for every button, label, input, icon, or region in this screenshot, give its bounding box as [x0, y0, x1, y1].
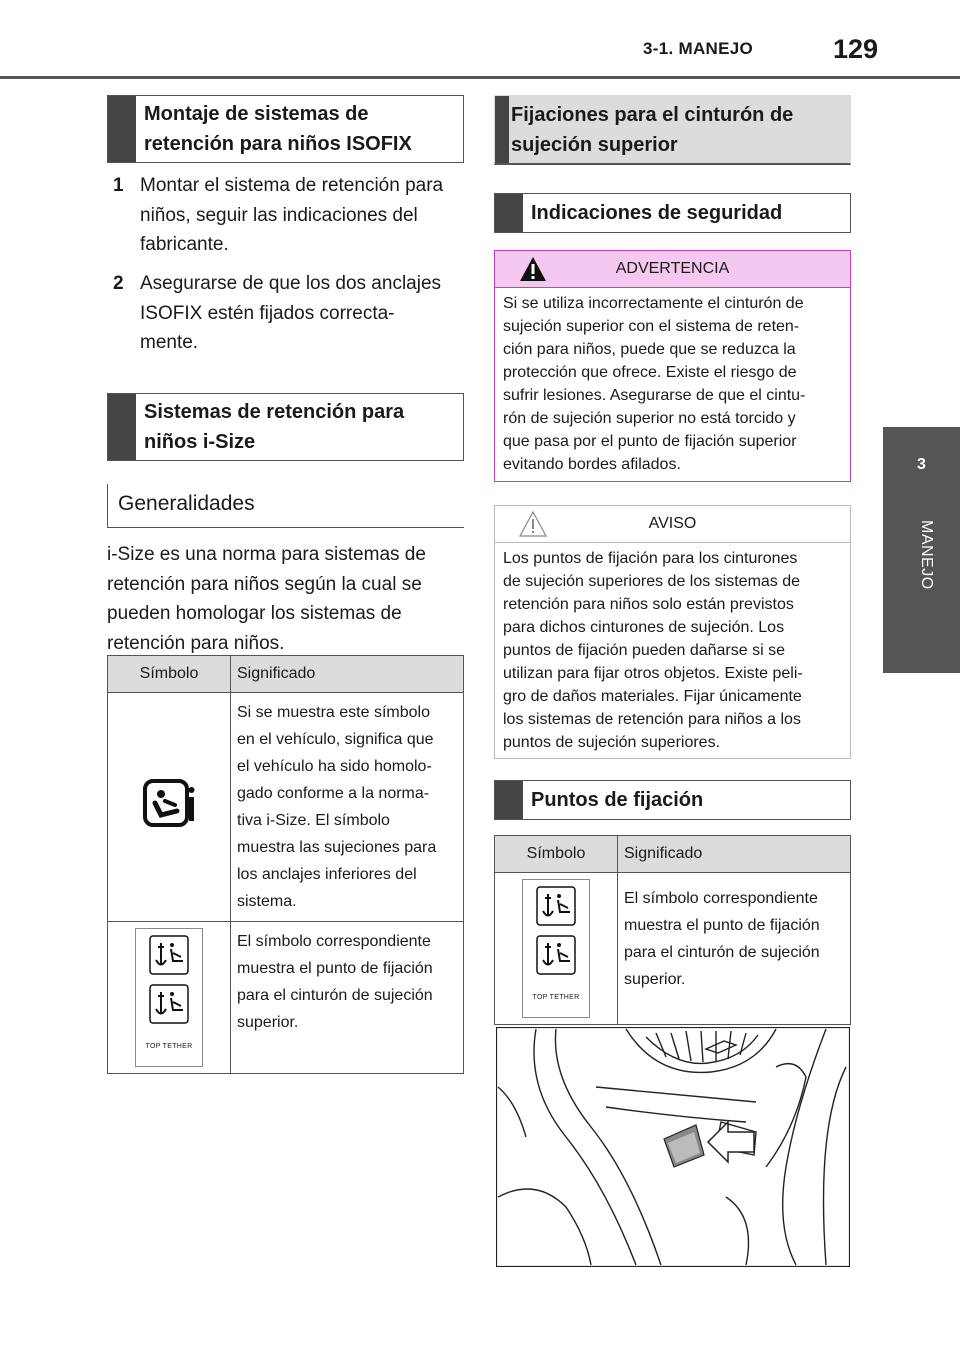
subheading-text: Generalidades	[118, 492, 255, 515]
page-number: 129	[833, 34, 879, 64]
anchor-seat-icon	[536, 935, 576, 975]
table-row	[108, 693, 464, 922]
step-number-2: 2	[113, 273, 124, 294]
caution-triangle-icon	[519, 511, 547, 537]
step-2-line: mente.	[140, 332, 199, 353]
heading-bar	[495, 781, 523, 819]
notice-box	[494, 505, 851, 759]
notice-header	[495, 506, 850, 543]
anchor-symbol-table	[494, 835, 851, 1025]
tether-symbol-cell	[108, 922, 231, 1074]
isofix-heading	[107, 95, 464, 163]
meaning-line: gado conforme a la norma-	[237, 785, 430, 802]
table-header-meaning: Significado	[618, 836, 851, 873]
step-1-line: niños, seguir las indicaciones del	[140, 204, 418, 226]
notice-line: Los puntos de fijación para los cinturones	[503, 550, 798, 567]
intro-line: i-Size es una norma para sistemas de	[107, 544, 426, 565]
warning-box	[494, 250, 851, 482]
warning-title: ADVERTENCIA	[615, 260, 730, 277]
warning-line: sufrir lesiones. Asegurarse de que el cintu-	[503, 387, 806, 404]
tether-meaning-cell	[618, 873, 851, 1025]
notice-line: de sujeción superiores de los sistemas de	[503, 573, 801, 590]
meaning-line: los anclajes inferiores del	[237, 866, 417, 883]
section-title: 3-1. MANEJO	[643, 39, 754, 58]
step-1-line: fabricante.	[140, 234, 229, 255]
safety-heading	[494, 193, 851, 233]
step-2-line: ISOFIX estén fijados correcta-	[140, 302, 395, 324]
step-text-2	[140, 269, 441, 358]
warning-line: Si se utiliza incorrectamente el cinturón de	[503, 295, 804, 312]
warning-line: rón de sujeción superior no está torcido y	[503, 410, 796, 427]
top-tether-label: TOP TETHER	[145, 1043, 193, 1050]
tether-heading	[494, 95, 851, 165]
tether-title-line-2: sujeción superior	[511, 133, 678, 156]
meaning-line: para el cinturón de sujeción	[237, 987, 433, 1004]
intro-line: retención para niños.	[107, 632, 285, 654]
meaning-line: El símbolo correspondiente	[624, 890, 818, 907]
isize-intro	[107, 540, 426, 658]
isofix-title-line-2: retención para niños ISOFIX	[144, 133, 412, 155]
header-rule	[0, 76, 960, 79]
anchor-points-title: Puntos de fijación	[531, 789, 704, 811]
isize-seat-icon	[141, 775, 197, 831]
notice-line: puntos de sujeción superiores.	[503, 734, 721, 751]
meaning-line: Si se muestra este símbolo	[237, 704, 430, 721]
anchor-location-illustration	[496, 1027, 850, 1267]
table-row	[108, 922, 464, 1074]
notice-text	[495, 543, 850, 758]
heading-bar	[495, 194, 523, 232]
step-2-line: Asegurarse de que los dos anclajes	[140, 273, 442, 294]
warning-header	[495, 251, 850, 288]
meaning-line: en el vehículo, significa que	[237, 731, 434, 748]
table-header-symbol: Símbolo	[108, 656, 231, 693]
intro-line: pueden homologar los sistemas de	[107, 603, 402, 624]
table-row	[495, 873, 851, 1025]
isize-title-line-1: Sistemas de retención para	[144, 401, 405, 423]
step-number-1: 1	[113, 175, 124, 196]
isize-symbol-table	[107, 655, 464, 1074]
warning-line: que pasa por el punto de fijación superior	[503, 433, 797, 450]
tether-symbol-frame	[522, 879, 591, 1018]
tether-title-line-1: Fijaciones para el cinturón de	[511, 103, 794, 126]
notice-line: utilizan para fijar otros objetos. Existe peli-	[503, 665, 803, 682]
isize-title-line-2: niños i-Size	[144, 431, 256, 453]
table-header-symbol: Símbolo	[495, 836, 618, 873]
warning-line: evitando bordes afilados.	[503, 456, 681, 473]
meaning-line: muestra el punto de fijación	[237, 960, 433, 977]
notice-line: gro de daños materiales. Fijar únicamente	[503, 688, 802, 705]
meaning-line: el vehículo ha sido homolo-	[237, 758, 432, 775]
step-text-1	[140, 171, 443, 260]
heading-bar	[108, 394, 136, 460]
isize-symbol-cell	[108, 693, 231, 922]
isofix-title-line-1: Montaje de sistemas de	[144, 103, 369, 125]
notice-line: para dichos cinturones de sujeción. Los	[503, 619, 785, 636]
meaning-line: superior.	[624, 971, 686, 988]
tether-symbol-frame	[135, 928, 204, 1067]
notice-line: retención para niños solo están previstos	[503, 596, 794, 613]
table-header-meaning: Significado	[231, 656, 464, 693]
chapter-number: 3	[917, 456, 926, 473]
notice-title: AVISO	[648, 515, 697, 532]
anchor-seat-icon	[149, 935, 189, 975]
meaning-line: tiva i-Size. El símbolo	[237, 812, 390, 829]
heading-bar	[108, 96, 136, 162]
anchor-points-heading	[494, 780, 851, 820]
tether-symbol-cell	[495, 873, 618, 1025]
anchor-seat-icon	[149, 984, 189, 1024]
warning-line: ción para niños, puede que se reduzca la	[503, 341, 796, 358]
warning-triangle-icon	[519, 256, 547, 282]
chapter-tab	[883, 427, 960, 503]
tether-meaning-cell	[231, 922, 464, 1074]
notice-line: los sistemas de retención para niños a los	[503, 711, 801, 728]
heading-bar	[495, 96, 509, 163]
isize-meaning-cell	[231, 693, 464, 922]
meaning-line: para el cinturón de sujeción	[624, 944, 820, 961]
notice-line: puntos de fijación pueden dañarse si se	[503, 642, 785, 659]
meaning-line: muestra el punto de fijación	[624, 917, 820, 934]
safety-title: Indicaciones de seguridad	[531, 202, 783, 224]
meaning-line: superior.	[237, 1014, 299, 1031]
warning-line: sujeción superior con el sistema de reten-	[503, 318, 800, 335]
warning-line: protección que ofrece. Existe el riesgo de	[503, 364, 797, 381]
warning-text	[495, 288, 850, 480]
top-tether-label: TOP TETHER	[532, 994, 580, 1001]
intro-line: retención para niños según la cual se	[107, 573, 422, 595]
anchor-seat-icon	[536, 886, 576, 926]
generalidades-subheading	[107, 484, 464, 528]
step-1-line: Montar el sistema de retención para	[140, 175, 444, 196]
meaning-line: sistema.	[237, 893, 297, 910]
chapter-label: MANEJO	[918, 520, 935, 590]
meaning-line: El símbolo correspondiente	[237, 933, 431, 950]
meaning-line: muestra las sujeciones para	[237, 839, 437, 856]
isize-heading	[107, 393, 464, 461]
